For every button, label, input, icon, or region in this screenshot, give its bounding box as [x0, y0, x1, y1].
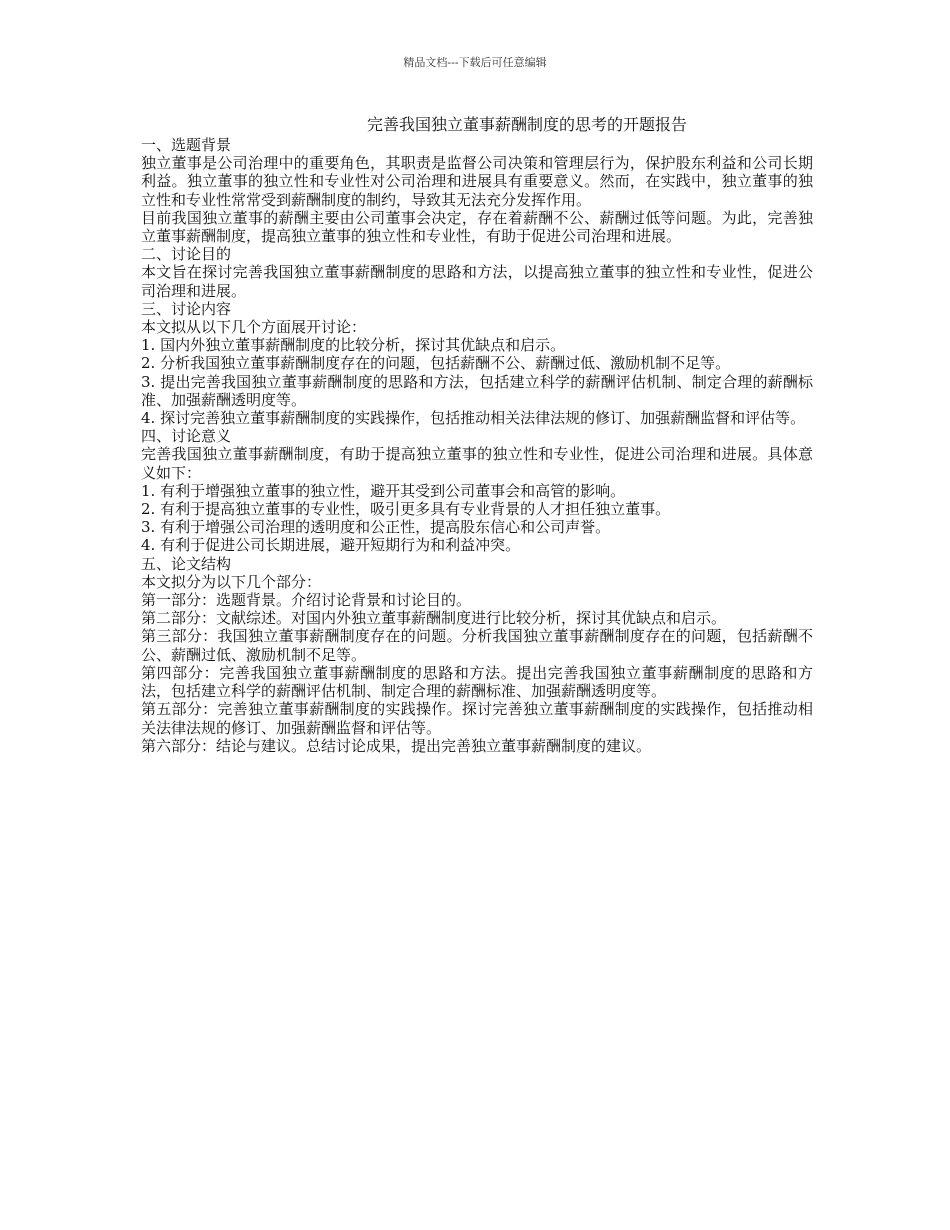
document-title: 完善我国独立董事薪酬制度的思考的开题报告	[367, 115, 688, 134]
list-item: 1. 有利于增强独立董事的独立性，避开其受到公司董事会和高管的影响。	[141, 481, 626, 500]
list-item: 第三部分：我国独立董事薪酬制度存在的问题。分析我国独立董事薪酬制度存在的问题，包括薪酬不公、薪酬过低、激励机制不足等。	[141, 627, 813, 664]
list-item: 3. 提出完善我国独立董事薪酬制度的思路和方法，包括建立科学的薪酬评估机制、制定合理的薪酬标准、加强薪酬透明度等。	[141, 372, 813, 409]
list-item: 2. 有利于提高独立董事的专业性，吸引更多具有专业背景的人才担任独立董事。	[141, 500, 671, 519]
paragraph: 本文拟分为以下几个部分：	[141, 572, 322, 591]
list-item: 第四部分：完善我国独立董事薪酬制度的思路和方法。提出完善我国独立董事薪酬制度的思路和方法，包括建立科学的薪酬评估机制、制定合理的薪酬标准、加强薪酬透明度等。	[141, 663, 813, 701]
paragraph: 目前我国独立董事的薪酬主要由公司董事会决定，存在着薪酬不公、薪酬过低等问题。为此，完善独立董事薪酬制度，提高独立董事的独立性和专业性，有助于促进公司治理和进展。	[141, 208, 813, 246]
list-item: 第六部分：结论与建议。总结讨论成果，提出完善独立董事薪酬制度的建议。	[141, 736, 652, 755]
page-header: 精品文档---下载后可任意编辑	[403, 56, 547, 69]
list-item: 第二部分：文献综述。对国内外独立董事薪酬制度进行比较分析，探讨其优缺点和启示。	[141, 609, 727, 628]
list-item: 4. 有利于促进公司长期进展，避开短期行为和利益冲突。	[141, 536, 521, 555]
paragraph: 本文拟从以下几个方面展开讨论：	[141, 318, 367, 337]
document-body	[141, 114, 813, 755]
list-item: 3. 有利于增强公司治理的透明度和公正性，提高股东信心和公司声誉。	[141, 518, 611, 537]
list-item: 2. 分析我国独立董事薪酬制度存在的问题，包括薪酬不公、薪酬过低、激励机制不足等。	[141, 354, 731, 373]
section-heading-content: 三、讨论内容	[141, 299, 232, 318]
paragraph: 完善我国独立董事薪酬制度，有助于提高独立董事的独立性和专业性，促进公司治理和进展。具体意义如下：	[141, 445, 813, 482]
list-item: 4. 探讨完善独立董事薪酬制度的实践操作，包括推动相关法律法规的修订、加强薪酬监督和评估等。	[141, 409, 806, 428]
section-heading-significance: 四、讨论意义	[141, 427, 232, 446]
list-item: 1. 国内外独立董事薪酬制度的比较分析，探讨其优缺点和启示。	[141, 336, 566, 355]
section-heading-background: 一、选题背景	[141, 136, 232, 154]
section-heading-structure: 五、论文结构	[141, 554, 232, 573]
paragraph: 本文旨在探讨完善我国独立董事薪酬制度的思路和方法，以提高独立董事的独立性和专业性，促进公司治理和进展。	[141, 263, 813, 300]
paragraph: 独立董事是公司治理中的重要角色，其职责是监督公司决策和管理层行为，保护股东利益和公司长期利益。独立董事的独立性和专业性对公司治理和进展具有重要意义。然而，在实践中，独立董事的独立性和专业性常常受到薪酬制度的制约，导致其无法充分发挥作用。	[141, 154, 813, 209]
list-item: 第五部分：完善独立董事薪酬制度的实践操作。探讨完善独立董事薪酬制度的实践操作，包括推动相关法律法规的修订、加强薪酬监督和评估等。	[141, 700, 813, 737]
list-item: 第一部分：选题背景。介绍讨论背景和讨论目的。	[141, 591, 472, 610]
section-heading-purpose: 二、讨论目的	[141, 245, 232, 264]
